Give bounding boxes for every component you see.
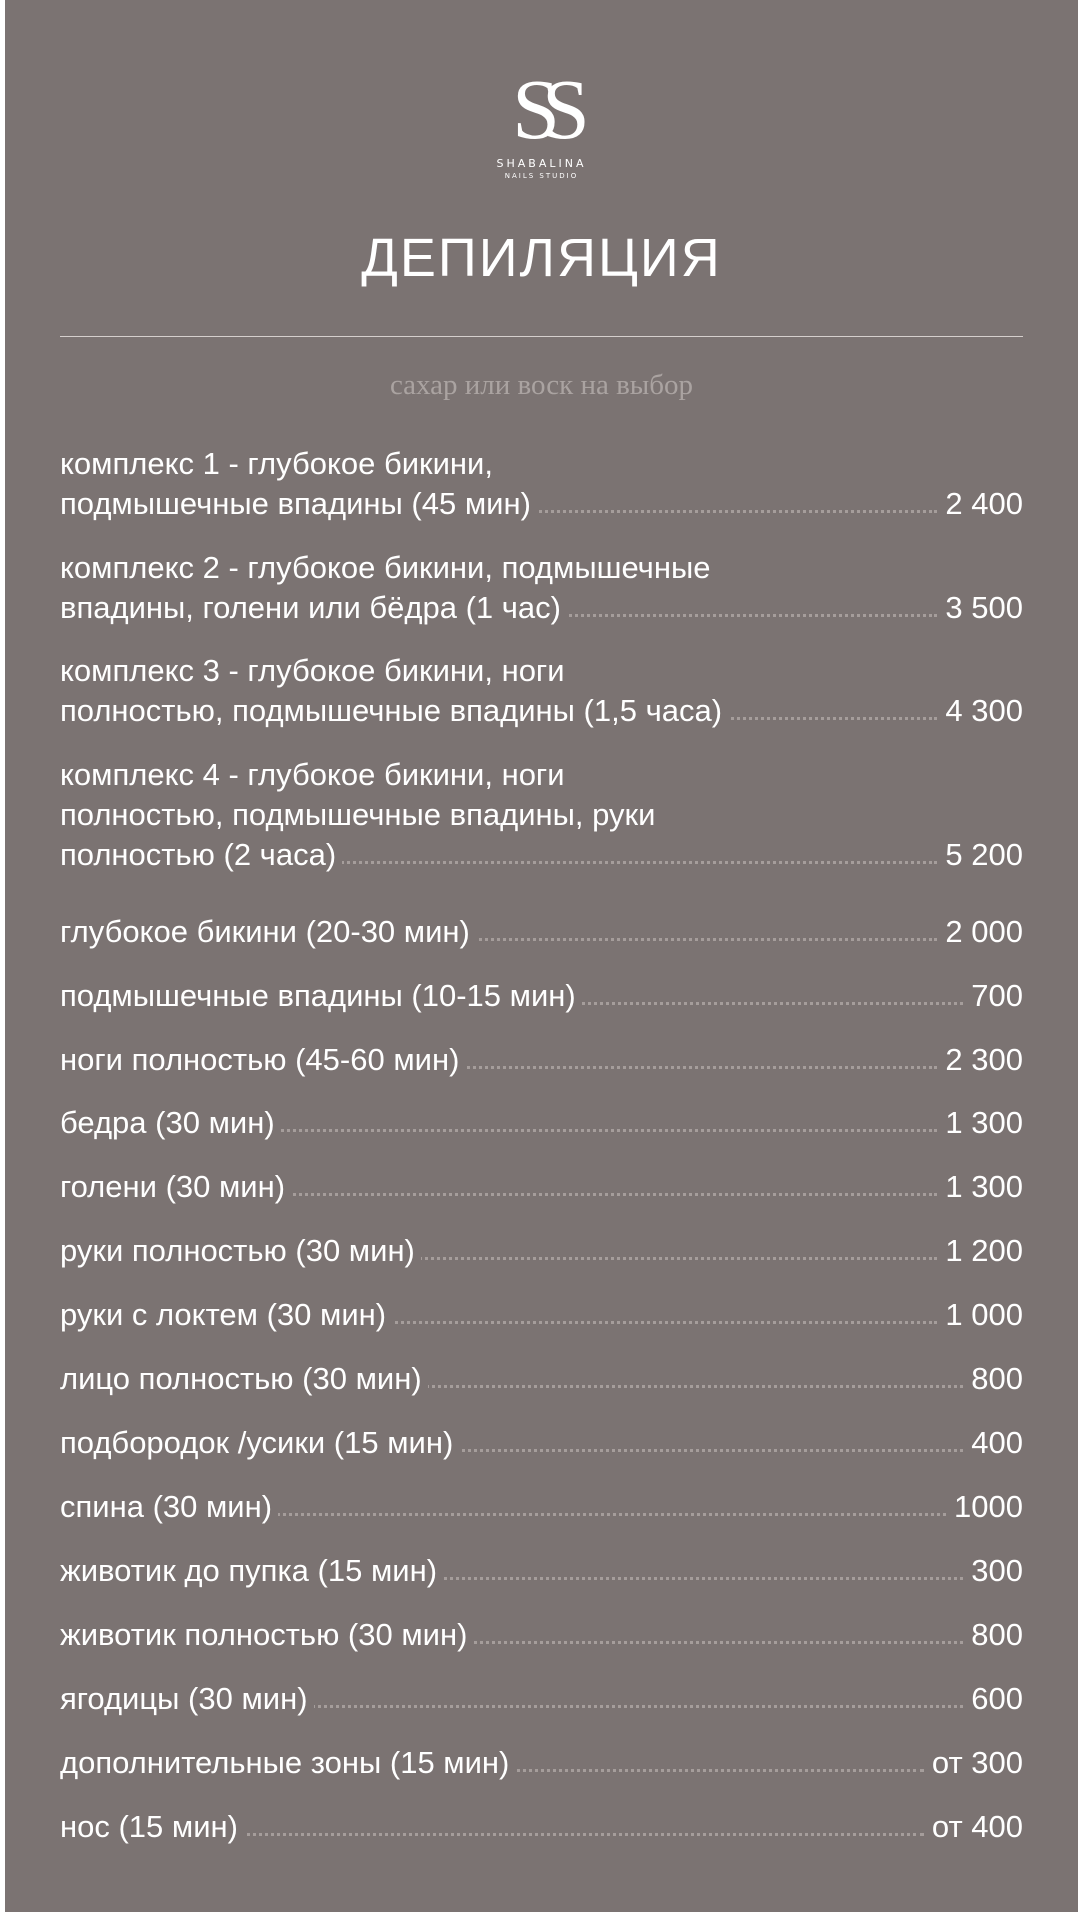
service-name bbox=[60, 1615, 969, 1655]
brand-name: SHABALINA bbox=[496, 157, 587, 170]
service-name bbox=[60, 755, 943, 875]
service-name-text: глубокое бикини (20-30 мин) bbox=[60, 914, 476, 949]
price-list-item bbox=[60, 1487, 1023, 1527]
service-price: 1000 bbox=[954, 1489, 1023, 1524]
service-name-text: руки с локтем (30 мин) bbox=[60, 1297, 392, 1332]
service-price: 800 bbox=[971, 1617, 1023, 1652]
service-name bbox=[60, 1679, 969, 1719]
service-price: 1 000 bbox=[945, 1297, 1023, 1332]
service-price: 600 bbox=[971, 1681, 1023, 1716]
service-price: 1 300 bbox=[945, 1169, 1023, 1204]
service-name-text: животик полностью (30 мин) bbox=[60, 1617, 473, 1652]
service-name bbox=[60, 1295, 943, 1335]
service-name bbox=[60, 651, 943, 731]
brand-logo bbox=[5, 70, 1078, 180]
service-name bbox=[60, 1487, 952, 1527]
price-list-item bbox=[60, 1615, 1023, 1655]
service-name-text: бедра (30 мин) bbox=[60, 1105, 281, 1140]
service-name-text: комплекс 4 - глубокое бикини, ноги полностью, подмышечные впадины, руки полностью (2 часа) bbox=[60, 757, 656, 872]
price-list-item bbox=[60, 651, 1023, 731]
service-price: 5 200 bbox=[945, 837, 1023, 872]
price-list-item bbox=[60, 1040, 1023, 1080]
service-name bbox=[60, 1167, 943, 1207]
price-list-item bbox=[60, 548, 1023, 628]
service-price: 2 000 bbox=[945, 914, 1023, 949]
service-name bbox=[60, 1359, 969, 1399]
service-price: 3 500 bbox=[945, 590, 1023, 625]
service-name bbox=[60, 444, 943, 524]
service-name bbox=[60, 1103, 943, 1143]
price-list-item bbox=[60, 755, 1023, 875]
service-price: от 400 bbox=[931, 1809, 1023, 1844]
service-price: 300 bbox=[971, 1553, 1023, 1588]
service-name bbox=[60, 912, 943, 952]
price-list-item bbox=[60, 1359, 1023, 1399]
price-list-item bbox=[60, 1807, 1023, 1847]
brand-subtitle: NAILS STUDIO bbox=[504, 172, 579, 180]
price-list-item bbox=[60, 1167, 1023, 1207]
service-price: 1 200 bbox=[945, 1233, 1023, 1268]
price-list-item bbox=[60, 1231, 1023, 1271]
service-name-text: спина (30 мин) bbox=[60, 1489, 278, 1524]
service-name-text: подмышечные впадины (10-15 мин) bbox=[60, 978, 582, 1013]
service-name bbox=[60, 1040, 943, 1080]
service-price: 800 bbox=[971, 1361, 1023, 1396]
page-title: ДЕПИЛЯЦИЯ bbox=[361, 228, 722, 288]
service-name bbox=[60, 1231, 943, 1271]
service-price: 400 bbox=[971, 1425, 1023, 1460]
service-name-text: подбородок /усики (15 мин) bbox=[60, 1425, 459, 1460]
title-divider bbox=[60, 336, 1023, 337]
service-name-text: животик до пупка (15 мин) bbox=[60, 1553, 443, 1588]
service-price: 700 bbox=[971, 978, 1023, 1013]
price-list-item bbox=[60, 1551, 1023, 1591]
service-name-text: руки полностью (30 мин) bbox=[60, 1233, 421, 1268]
price-list-item bbox=[60, 1679, 1023, 1719]
service-name bbox=[60, 1743, 930, 1783]
service-name bbox=[60, 1551, 969, 1591]
service-name-text: нос (15 мин) bbox=[60, 1809, 244, 1844]
service-name-text: комплекс 3 - глубокое бикини, ноги полностью, подмышечные впадины (1,5 часа) bbox=[60, 653, 728, 728]
ss-monogram-icon bbox=[497, 70, 587, 150]
page-subtitle: сахар или воск на выбор bbox=[389, 369, 694, 401]
service-price: от 300 bbox=[931, 1745, 1023, 1780]
price-list-item bbox=[60, 976, 1023, 1016]
service-name-text: дополнительные зоны (15 мин) bbox=[60, 1745, 515, 1780]
price-list-item bbox=[60, 1103, 1023, 1143]
service-price: 2 400 bbox=[945, 486, 1023, 521]
service-price: 4 300 bbox=[945, 693, 1023, 728]
service-name bbox=[60, 1423, 969, 1463]
service-name bbox=[60, 548, 943, 628]
service-name bbox=[60, 976, 969, 1016]
price-list-item bbox=[60, 1423, 1023, 1463]
service-name-text: голени (30 мин) bbox=[60, 1169, 291, 1204]
service-name-text: ягодицы (30 мин) bbox=[60, 1681, 314, 1716]
service-name-text: комплекс 2 - глубокое бикини, подмышечные впадины, голени или бёдра (1 час) bbox=[60, 550, 711, 625]
service-name-text: ноги полностью (45-60 мин) bbox=[60, 1042, 465, 1077]
price-list-item bbox=[60, 1295, 1023, 1335]
price-list-item bbox=[60, 444, 1023, 524]
price-list-item bbox=[60, 912, 1023, 952]
price-list-item bbox=[60, 1743, 1023, 1783]
service-name-text: комплекс 1 - глубокое бикини, подмышечные впадины (45 мин) bbox=[60, 446, 537, 521]
service-name-text: лицо полностью (30 мин) bbox=[60, 1361, 428, 1396]
service-price: 2 300 bbox=[945, 1042, 1023, 1077]
service-name bbox=[60, 1807, 930, 1847]
service-price: 1 300 bbox=[945, 1105, 1023, 1140]
svg-text:SS: SS bbox=[511, 70, 572, 150]
price-list-card bbox=[5, 0, 1078, 1912]
